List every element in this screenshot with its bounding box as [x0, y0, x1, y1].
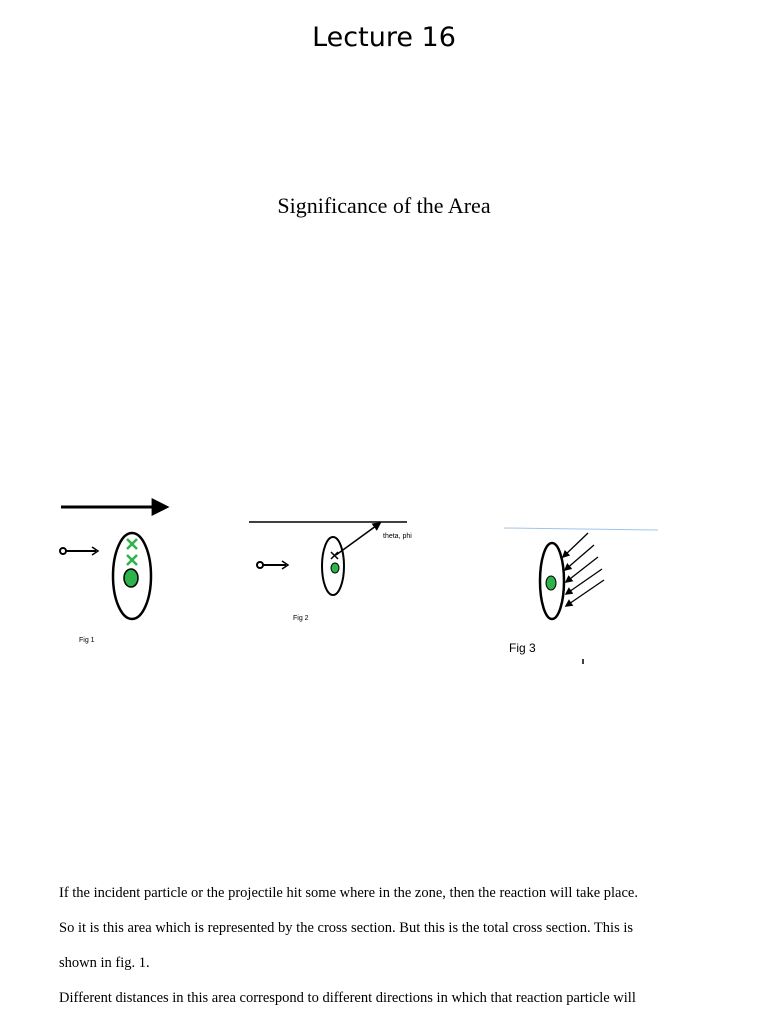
body-line-2: So it is this area which is represented by the cross section. But this is the total cross section. This is: [59, 920, 634, 936]
fig1-label: Fig 1: [79, 637, 95, 644]
fig3-reference-line: [504, 528, 658, 530]
fig2-cross-mark: [331, 552, 338, 559]
figure-2: [249, 522, 412, 622]
section-title: Significance of the Area: [277, 193, 491, 218]
figure-3: [504, 528, 658, 664]
fig2-label: Fig 2: [293, 615, 309, 622]
fig2-projectile: [257, 561, 288, 569]
fig3-nucleus: [546, 576, 556, 590]
fig3-incoming-arrows: [563, 533, 604, 606]
body-line-3: shown in fig. 1.: [59, 955, 150, 971]
body-line-1: If the incident particle or the projectile hit some where in the zone, then the reaction will take place.: [59, 885, 638, 901]
lecture-title: Lecture 16: [312, 22, 456, 53]
fig1-projectile: [60, 547, 98, 555]
figures-illustration: [0, 480, 768, 680]
body-line-4: Different distances in this area correspond to different directions in which that reaction particle will: [59, 990, 636, 1006]
fig1-cross-marks: [127, 539, 137, 565]
body-text: [59, 876, 709, 1016]
fig2-annotation: theta, phi: [383, 533, 412, 540]
figure-1: [60, 507, 166, 644]
fig2-nucleus: [331, 563, 339, 573]
fig2-scattered-arrow: [336, 523, 380, 555]
fig3-label: Fig 3: [509, 641, 536, 655]
fig1-nucleus: [124, 569, 138, 587]
